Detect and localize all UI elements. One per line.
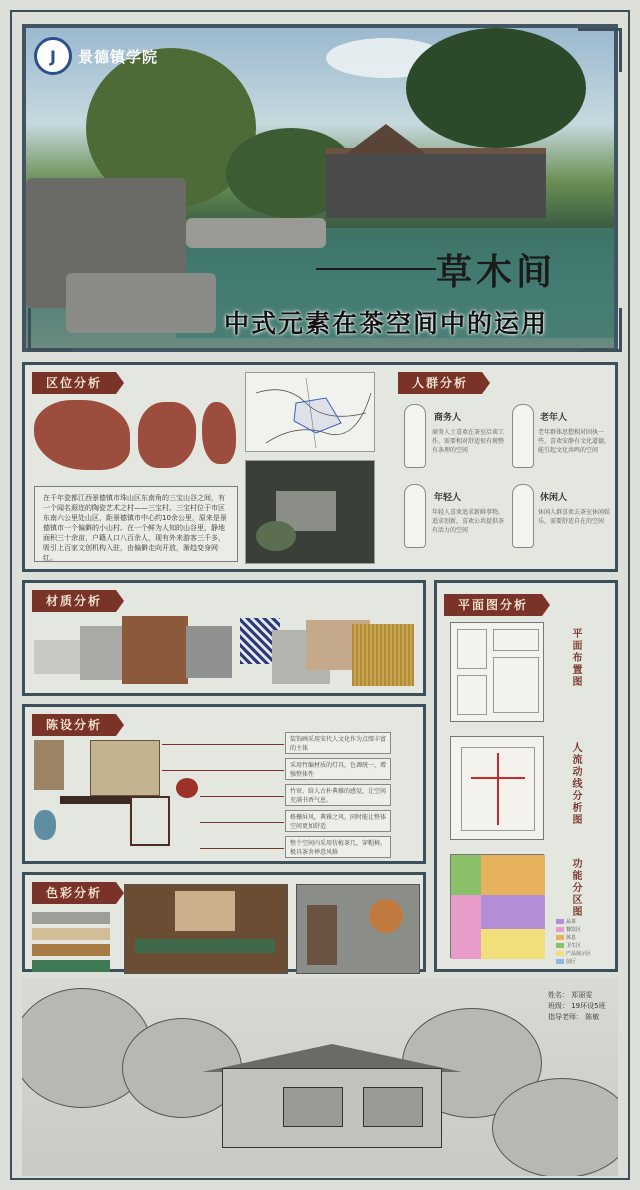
businessman-figure-icon [404, 404, 426, 468]
legend-item: 卫生区 [556, 942, 581, 949]
title-rule [316, 268, 436, 270]
location-tag: 区位分析 [32, 372, 116, 394]
plan-label-circulation: 人流动线分析图 [570, 742, 581, 826]
furnish-tag: 陈设分析 [32, 714, 116, 736]
slate-texture [186, 626, 232, 678]
author-class: 班级： 19环设5班 [548, 1002, 606, 1010]
crowd-name-youth: 年轻人 [434, 493, 462, 503]
legend-item: 前厅 [556, 958, 576, 965]
corner-ornament [28, 308, 72, 352]
teahouse-building [326, 148, 546, 218]
building-sketch [22, 978, 618, 1176]
floor-plan-layout [450, 622, 544, 722]
color-swatch [32, 928, 110, 940]
author-info [548, 990, 606, 1023]
plan-label-function: 功能分区图 [570, 858, 581, 918]
crowd-desc-elder: 老年群体思想相对固执一些，喜欢安静有文化道德，能引起文化共鸣的空间 [538, 429, 611, 454]
school-badge-icon: J [34, 37, 72, 75]
function-zone-plan [450, 854, 544, 958]
crowd-desc-leisure: 休闲人群喜欢去茶室休闲娱乐，需要舒适自在的空间 [538, 509, 611, 525]
legend-item: 品茶 [556, 918, 576, 925]
legend-item: 产品展示区 [556, 950, 591, 957]
corner-ornament [578, 28, 622, 72]
leisure-figure-icon [512, 484, 534, 548]
school-logo [34, 34, 164, 78]
school-name: 景德镇学院 [78, 47, 159, 66]
furnish-note: 采用竹编材质的灯具，色调统一，增强整体性 [285, 758, 391, 780]
crowd-name-elder: 老年人 [540, 413, 568, 423]
bamboo-texture [352, 624, 414, 686]
furnish-note: 装饰画采用宋代人文化作为点缀丰富的主体 [285, 732, 391, 754]
interior-render-dining [124, 884, 288, 974]
poster-title: 草木间 [436, 251, 557, 293]
furniture-collage [34, 740, 164, 856]
corner-ornament [578, 308, 622, 352]
color-swatch [32, 912, 110, 924]
interior-render-corridor [296, 884, 420, 974]
material-tag: 材质分析 [32, 590, 116, 612]
wood-texture [122, 616, 188, 684]
furnish-note: 格栅屏风，典雅之风，同时能让整体空间更加舒适 [285, 810, 391, 832]
crowd-name-leisure: 休闲人 [540, 493, 568, 503]
furnish-note: 竹帘，给人古朴典雅的感觉，让空间充满书香气息。 [285, 784, 391, 806]
circulation-plan [450, 736, 544, 840]
crowd-name-business: 商务人 [434, 413, 462, 423]
crowd-tag: 人群分析 [398, 372, 482, 394]
aerial-photo [245, 460, 375, 564]
legend-item: 休息 [556, 934, 576, 941]
color-tag: 色彩分析 [32, 882, 116, 904]
street-map [245, 372, 375, 452]
plan-tag: 平面图分析 [444, 594, 542, 616]
location-text: 在千年瓷都江西景德镇市珠山区东南角的三宝山谷之间，有一个闻名遐迩的陶瓷艺术之村——三宝村。三宝村位于市区东南六公里处山区，距景德镇市中心约10余公里，原来是景德镇市一个偏僻的小山村。在一个鲜为人知的山谷里，静地面积三十余亩，户籍人口八百余人，现有外来游客三千多，吸引上百家文创机构入驻，由偏僻走向开放，渐趋变身网红。 [34, 486, 238, 562]
plan-label-layout: 平面布置图 [570, 628, 581, 688]
elder-figure-icon [512, 404, 534, 468]
youth-figure-icon [404, 484, 426, 548]
poster-subtitle: 中式元素在茶空间中的运用 [224, 309, 549, 338]
furnish-note: 整个空间内采用仿植茶几，穿帽椅。极具茶舍禅意风格 [285, 836, 391, 858]
color-swatch [32, 960, 110, 972]
flower-vase-icon [176, 778, 198, 798]
legend-item: 餐饮区 [556, 926, 581, 933]
author-teacher: 指导老师： 陈敏 [548, 1013, 600, 1021]
province-map-icon [138, 402, 196, 468]
color-swatch [32, 944, 110, 956]
crowd-desc-youth: 年轻人喜欢追求新鲜事物，追求创新，喜欢公共提供茶有活力的空间 [432, 509, 505, 534]
crowd-desc-business: 商务人士喜欢在茶室洽谈工作，需要相对舒适很有规整有条理的空间 [432, 429, 505, 454]
author-name: 姓名： 郑丽雯 [548, 991, 593, 999]
